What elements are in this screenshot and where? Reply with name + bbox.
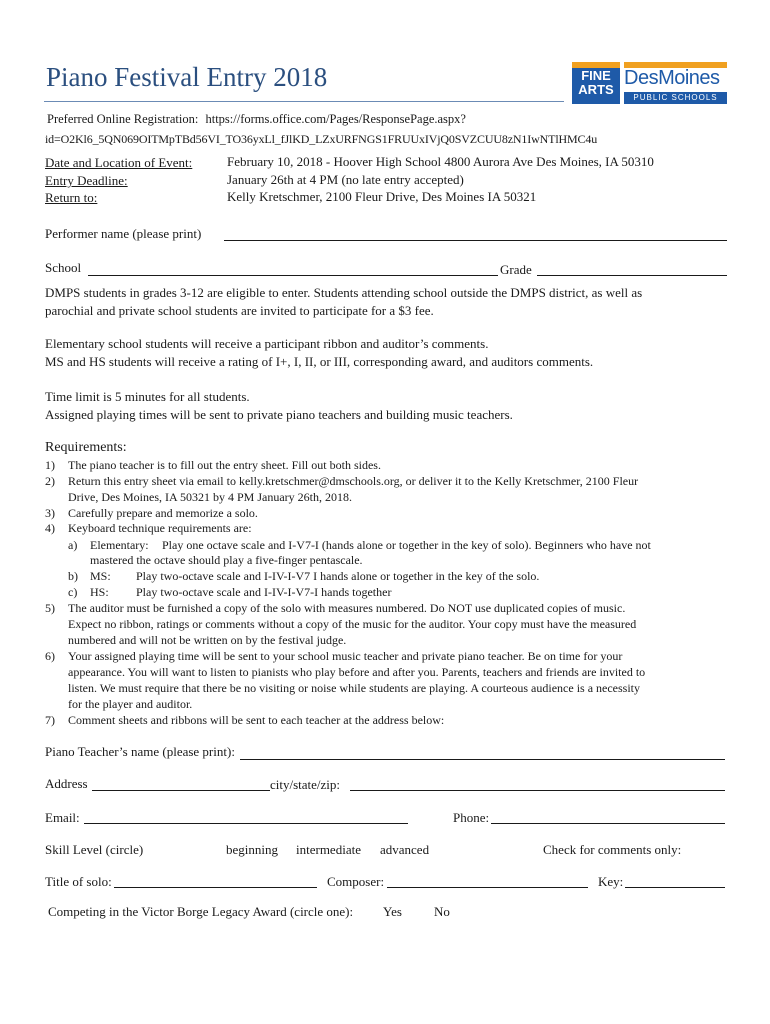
fine-arts-logo	[572, 62, 620, 104]
entry-deadline-label: Entry Deadline:	[45, 173, 128, 188]
des-moines-logo	[624, 62, 727, 104]
grade-label: Grade	[500, 262, 532, 277]
logo-public-schools-text: PUBLIC SCHOOLS	[624, 92, 727, 104]
school-field[interactable]	[88, 275, 498, 276]
event-date-value: February 10, 2018 - Hoover High School 4800 Aurora Ave Des Moines, IA 50310	[227, 154, 654, 169]
key-label: Key:	[598, 874, 624, 889]
event-date-label: Date and Location of Event:	[45, 155, 193, 170]
composer-field[interactable]	[387, 887, 588, 888]
requirement-2-line-2: Drive, Des Moines, IA 50321 by 4 PM January 26th, 2018.	[68, 490, 352, 504]
requirement-3-line-1: Carefully prepare and memorize a solo.	[68, 506, 258, 520]
performer-name-label: Performer name (please print)	[45, 226, 202, 241]
title-divider	[44, 101, 564, 102]
playing-times-info: Assigned playing times will be sent to private piano teachers and building music teachers.	[45, 407, 513, 422]
sub-requirement-c-label: HS:	[90, 585, 109, 599]
registration-label: Preferred Online Registration:	[47, 112, 199, 126]
sub-requirement-a-label: Elementary:	[90, 538, 149, 552]
logo-stripe	[572, 62, 620, 68]
time-limit-info: Time limit is 5 minutes for all students.	[45, 389, 250, 404]
requirement-7-line-1: Comment sheets and ribbons will be sent to each teacher at the address below:	[68, 713, 445, 727]
page-title: Piano Festival Entry 2018	[46, 62, 328, 92]
requirement-5-line-3: numbered and will not be written on by the festival judge.	[68, 633, 347, 647]
victor-borge-yes[interactable]: Yes	[383, 904, 402, 919]
registration-label-line	[47, 112, 466, 127]
skill-option-advanced[interactable]: advanced	[380, 842, 430, 857]
phone-label: Phone:	[453, 810, 490, 825]
skill-option-beginning[interactable]: beginning	[226, 842, 278, 857]
return-to-label: Return to:	[45, 190, 98, 205]
registration-url-2[interactable]: id=O2Kl6_5QN069OITMpTBd56VI_TO36yxLl_fJlKD_LZxURFNGS1FRUUxIVjQ0SVZCUU8zN1IwNTlHMC4u	[45, 132, 598, 146]
sub-requirement-c-line-1: Play two-octave scale and I-IV-I-V7-I hands together	[136, 585, 392, 599]
victor-borge-label: Competing in the Victor Borge Legacy Award (circle one):	[48, 904, 354, 919]
composer-label: Composer:	[327, 874, 385, 889]
requirement-number: 7)	[45, 713, 55, 727]
skill-option-intermediate[interactable]: intermediate	[296, 842, 361, 857]
logo-arts-text: ARTS	[578, 82, 614, 97]
sub-requirement-b-label: MS:	[90, 569, 111, 583]
piano-teacher-name-label: Piano Teacher’s name (please print):	[45, 744, 235, 759]
comments-only-label[interactable]: Check for comments only:	[543, 842, 682, 857]
piano-teacher-name-field[interactable]	[240, 759, 725, 760]
sub-requirement-b-line-1: Play two-octave scale and I-IV-I-V7 I hands alone or together in the key of the solo.	[136, 569, 540, 583]
requirement-5-line-1: The auditor must be furnished a copy of the solo with measures numbered. Do NOT use duplicated copies of music.	[68, 601, 626, 615]
title-of-solo-field[interactable]	[114, 887, 317, 888]
requirement-number: 2)	[45, 474, 55, 488]
phone-field[interactable]	[491, 823, 725, 824]
sub-requirement-a-line-1: Play one octave scale and I-V7-I (hands alone or together in the key of solo). Beginners who have not	[162, 538, 651, 552]
requirement-5-line-2: Expect no ribbon, ratings or comments without a copy of the music for the auditor. Your copy must have the measured	[68, 617, 637, 631]
requirement-number: 6)	[45, 649, 55, 663]
skill-level-label: Skill Level (circle)	[45, 842, 144, 857]
requirement-number: 5)	[45, 601, 55, 615]
sub-requirement-letter: a)	[68, 538, 78, 552]
requirement-6-line-2: appearance. You will want to listen to pianists who play before and after you. Parents, teachers and friends are invited to	[68, 665, 646, 679]
title-of-solo-label: Title of solo:	[45, 874, 112, 889]
victor-borge-no[interactable]: No	[434, 904, 450, 919]
requirement-4-line-1: Keyboard technique requirements are:	[68, 521, 252, 535]
return-to-value: Kelly Kretschmer, 2100 Fleur Drive, Des Moines IA 50321	[227, 189, 537, 204]
requirement-1-line-1: The piano teacher is to fill out the entry sheet. Fill out both sides.	[68, 458, 381, 472]
requirement-6-line-4: for the player and auditor.	[68, 697, 193, 711]
school-label: School	[45, 260, 82, 275]
requirement-2-line-1: Return this entry sheet via email to kelly.kretschmer@dmschools.org, or deliver it to the Kelly Kretschmer, 2100 Fleur	[68, 474, 639, 488]
ms-hs-info: MS and HS students will receive a rating of I+, I, II, or III, corresponding award, and auditors comments.	[45, 354, 594, 369]
email-label: Email:	[45, 810, 80, 825]
entry-deadline-value: January 26th at 4 PM (no late entry accepted)	[227, 172, 464, 187]
key-field[interactable]	[625, 887, 725, 888]
address-field[interactable]	[92, 790, 270, 791]
sub-requirement-letter: c)	[68, 585, 78, 599]
eligibility-line-2: parochial and private school students are invited to participate for a $3 fee.	[45, 303, 434, 318]
registration-url-1[interactable]: https://forms.office.com/Pages/ResponsePage.aspx?	[205, 112, 466, 126]
requirements-heading: Requirements:	[45, 440, 127, 455]
eligibility-line-1: DMPS students in grades 3-12 are eligible to enter. Students attending school outside the DMPS district, as well as	[45, 285, 643, 300]
address-label: Address	[45, 776, 88, 791]
requirement-6-line-1: Your assigned playing time will be sent to your school music teacher and private piano teacher. Be on time for your	[68, 649, 623, 663]
email-field[interactable]	[84, 823, 408, 824]
logo-fine-text: FINE	[581, 68, 611, 83]
requirement-number: 4)	[45, 521, 55, 535]
elementary-info: Elementary school students will receive a participant ribbon and auditor’s comments.	[45, 336, 489, 351]
fine-arts-dmps-logo	[572, 62, 727, 104]
requirement-6-line-3: listen. We must require that there be no visiting or noise while students are playing. A courteous audience is a necessity	[68, 681, 641, 695]
sub-requirement-letter: b)	[68, 569, 78, 583]
city-state-zip-field[interactable]	[350, 790, 725, 791]
logo-des-moines-text: DesMoines	[624, 67, 720, 89]
performer-name-field[interactable]	[224, 240, 727, 241]
requirement-number: 3)	[45, 506, 55, 520]
city-state-zip-label: city/state/zip:	[270, 777, 341, 792]
grade-field[interactable]	[537, 275, 727, 276]
requirement-number: 1)	[45, 458, 55, 472]
sub-requirement-a-line-2: mastered the octave should play a five-finger pentascale.	[90, 553, 363, 567]
